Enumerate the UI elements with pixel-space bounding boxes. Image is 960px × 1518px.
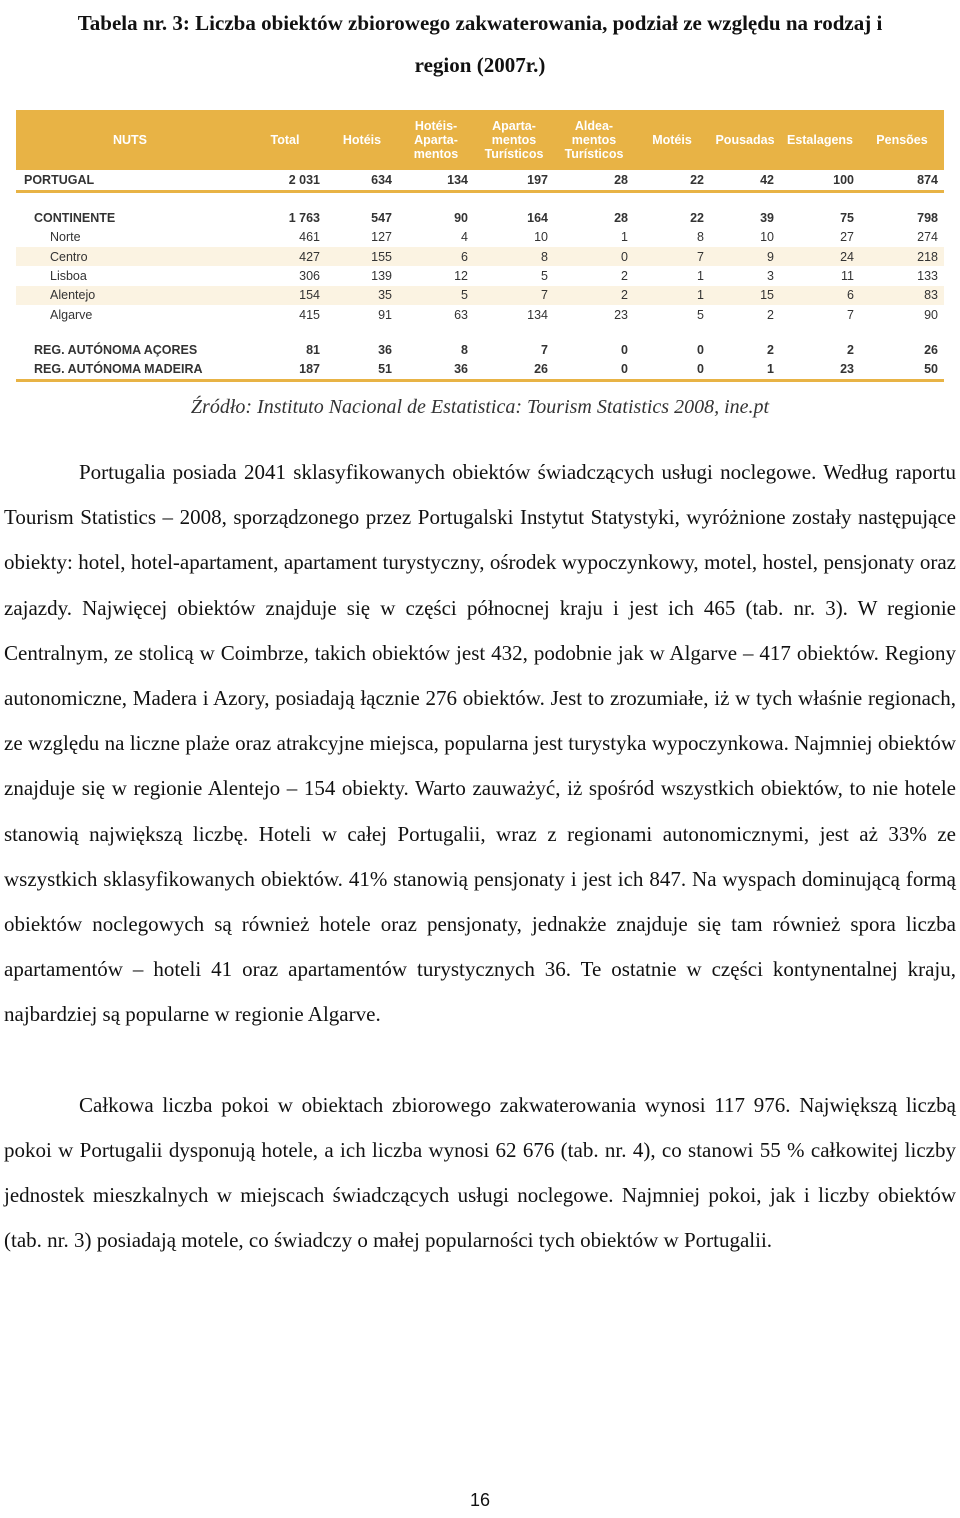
table-cell: 36 bbox=[378, 342, 392, 357]
table-cell: 15 bbox=[710, 286, 780, 305]
header-apartamentos-turisticos: Aparta-mentos Turísticos bbox=[474, 110, 554, 170]
table-cell: 133 bbox=[917, 269, 938, 283]
table-cell: 2 bbox=[847, 342, 854, 357]
table-cell: 154 bbox=[244, 286, 326, 305]
header-total: Total bbox=[244, 110, 326, 170]
table-cell: 0 bbox=[554, 359, 634, 380]
header-nuts: NUTS bbox=[16, 110, 244, 170]
table-cell: 2 bbox=[767, 342, 774, 357]
table-cell: 1 bbox=[697, 269, 704, 283]
table-cell: 0 bbox=[621, 342, 628, 357]
page-number: 16 bbox=[469, 1490, 491, 1510]
table-cell: 547 bbox=[371, 210, 392, 225]
table-cell: 3 bbox=[767, 269, 774, 283]
table-cell: 50 bbox=[860, 359, 944, 380]
table-cell: 23 bbox=[614, 307, 628, 322]
table-cell: 81 bbox=[306, 342, 320, 357]
region-name: Lisboa bbox=[50, 269, 87, 283]
table-cell: 2 bbox=[767, 307, 774, 322]
table-cell: 83 bbox=[860, 286, 944, 305]
table-cell: 2 bbox=[554, 286, 634, 305]
table-cell: 874 bbox=[860, 170, 944, 191]
header-moteis: Motéis bbox=[634, 110, 710, 170]
table-caption bbox=[0, 2, 960, 86]
table-cell: 26 bbox=[474, 359, 554, 380]
table-cell: 11 bbox=[841, 269, 854, 283]
table-cell: 90 bbox=[924, 307, 938, 322]
table-cell: 9 bbox=[710, 247, 780, 266]
table-cell: 27 bbox=[840, 230, 854, 245]
table-cell: 8 bbox=[697, 230, 704, 245]
table-cell: 134 bbox=[398, 170, 474, 191]
table-cell: 12 bbox=[454, 269, 468, 283]
region-name: Alentejo bbox=[16, 286, 244, 305]
table-cell: 187 bbox=[244, 359, 326, 380]
table-cell: 274 bbox=[917, 230, 938, 245]
table-cell: 634 bbox=[326, 170, 398, 191]
table-row bbox=[16, 340, 944, 359]
table-cell: 10 bbox=[534, 230, 548, 245]
spacer-cell bbox=[16, 191, 944, 208]
table-cell: 5 bbox=[697, 307, 704, 322]
table-cell: 36 bbox=[398, 359, 474, 380]
table-row bbox=[16, 227, 944, 246]
table-cell: 197 bbox=[474, 170, 554, 191]
table-cell: 5 bbox=[541, 269, 548, 283]
table-cell: 1 bbox=[710, 359, 780, 380]
table-cell: 100 bbox=[780, 170, 860, 191]
table-cell: 6 bbox=[780, 286, 860, 305]
table-cell: 75 bbox=[840, 210, 854, 225]
header-aldeamentos-turisticos: Aldea-mentos Turísticos bbox=[554, 110, 634, 170]
table-cell: 4 bbox=[461, 230, 468, 245]
header-hoteis: Hotéis bbox=[326, 110, 398, 170]
table-cell: 91 bbox=[378, 307, 392, 322]
table-cell: 22 bbox=[690, 210, 704, 225]
table-row bbox=[16, 359, 944, 380]
table-spacer-row bbox=[16, 191, 944, 208]
table-cell: 0 bbox=[697, 342, 704, 357]
table-cell: 63 bbox=[454, 307, 468, 322]
table-cell: 26 bbox=[924, 342, 938, 357]
region-name: CONTINENTE bbox=[34, 210, 116, 225]
spacer-cell bbox=[16, 325, 944, 340]
table-cell: 7 bbox=[847, 307, 854, 322]
source-text: Źródło: Instituto Nacional de Estatistica: Tourism Statistics 2008, ine.pt bbox=[190, 396, 770, 418]
table-cell: 306 bbox=[299, 269, 320, 283]
table-cell: 461 bbox=[299, 230, 320, 245]
table-cell: 798 bbox=[917, 210, 938, 225]
caption-line-1: Tabela nr. 3: Liczba obiektów zbiorowego zakwaterowania, podział ze względu na rodzaj i bbox=[77, 11, 883, 35]
table-row bbox=[16, 305, 944, 324]
table-cell: 90 bbox=[454, 210, 468, 225]
table-cell: 51 bbox=[326, 359, 398, 380]
table-cell: 24 bbox=[780, 247, 860, 266]
region-name: Algarve bbox=[50, 307, 93, 322]
region-name: REG. AUTÓNOMA MADEIRA bbox=[16, 359, 244, 380]
table-cell: 8 bbox=[474, 247, 554, 266]
table-row bbox=[16, 170, 944, 191]
header-estalagens: Estalagens bbox=[780, 110, 860, 170]
table-cell: 1 763 bbox=[288, 210, 320, 225]
region-name: REG. AUTÓNOMA AÇORES bbox=[34, 342, 198, 357]
accommodation-table bbox=[16, 110, 944, 382]
header-pensoes: Pensões bbox=[860, 110, 944, 170]
table-cell: 8 bbox=[461, 342, 468, 357]
table-cell: 7 bbox=[541, 342, 548, 357]
table-cell: 134 bbox=[527, 307, 548, 322]
table-cell: 7 bbox=[474, 286, 554, 305]
table-cell: 427 bbox=[244, 247, 326, 266]
body-text bbox=[4, 450, 956, 1263]
table-cell: 127 bbox=[371, 230, 392, 245]
table-cell: 164 bbox=[527, 210, 548, 225]
table-cell: 5 bbox=[398, 286, 474, 305]
region-name: Centro bbox=[16, 247, 244, 266]
header-hoteis-apartamentos: Hotéis-Aparta-mentos bbox=[398, 110, 474, 170]
table-cell: 0 bbox=[634, 359, 710, 380]
table-cell: 39 bbox=[760, 210, 774, 225]
table-cell: 10 bbox=[760, 230, 774, 245]
paragraph-1: Portugalia posiada 2041 sklasyfikowanych obiektów świadczących usługi noclegowe. Według raportu Tourism Statistics – 2008, sporządzonego przez Portugalski Instytut Statystyki, wyróżnione zostały następujące obiekty: hotel, hotel-apartament, apartament turystyczny, ośrodek wypoczynkowy, motel, hostel, pensjonaty oraz zajazdy. Najwięcej obiektów znajduje się w części północnej kraju i jest ich 465 (tab. nr. 3). W regionie Centralnym, ze stolicą w Coimbrze, takich obiektów jest 432, podobnie jak w Algarve – 417 obiektów. Regiony autonomiczne, Madera i Azory, posiadają łącznie 276 obiektów. Jest to zrozumiałe, iż w tych właśnie regionach, ze względu na liczne plaże oraz atrakcyjne miejsca, popularna jest turystyka wypoczynkowa. Najmniej obiektów znajduje się w regionie Alentejo – 154 obiekty. Warto zauważyć, iż spośród wszystkich obiektów, to nie hotele stanowią największą liczbę. Hoteli w całej Portugalii, wraz z regionami autonomicznymi, jest aż 33% ze wszystkich sklasyfikowanych obiektów. 41% stanowią pensjonaty i jest ich 847. Na wyspach dominującą formą obiektów noclegowych są również hotele oraz pensjonaty, jednakże znajduje się tam również spora liczba apartamentów – hoteli 41 oraz apartamentów turystycznych 36. Te ostatnie w części kontynentalnej kraju, najbardziej są popularne w regionie Algarve. bbox=[4, 460, 956, 1027]
table-cell: 1 bbox=[621, 230, 628, 245]
table-cell: 218 bbox=[860, 247, 944, 266]
table-spacer-row bbox=[16, 325, 944, 340]
table-row bbox=[16, 286, 944, 305]
table-cell: 6 bbox=[398, 247, 474, 266]
table-cell: 22 bbox=[634, 170, 710, 191]
header-pousadas: Pousadas bbox=[710, 110, 780, 170]
table-cell: 2 bbox=[621, 269, 628, 283]
region-name: Norte bbox=[50, 230, 81, 245]
region-name: PORTUGAL bbox=[16, 170, 244, 191]
table-source bbox=[0, 392, 960, 422]
caption-line-2: region (2007r.) bbox=[414, 53, 546, 77]
paragraph-2: Całkowa liczba pokoi w obiektach zbiorowego zakwaterowania wynosi 117 976. Największą liczbą pokoi w Portugalii dysponują hotele, a ich liczba wynosi 62 676 (tab. nr. 4), co stanowi 55 % całkowitej liczby jednostek mieszkalnych w miejscach świadczących usługi noclegowe. Najmniej pokoi, jak i liczby obiektów (tab. nr. 3) posiadają motele, co świadczy o małej popularności tych obiektów w Portugalii. bbox=[4, 1092, 956, 1253]
table-cell: 139 bbox=[371, 269, 392, 283]
table-cell: 1 bbox=[634, 286, 710, 305]
table-row bbox=[16, 266, 944, 285]
table-cell: 2 031 bbox=[244, 170, 326, 191]
table-cell: 415 bbox=[299, 307, 320, 322]
table-cell: 42 bbox=[710, 170, 780, 191]
table-cell: 28 bbox=[554, 170, 634, 191]
table-cell: 23 bbox=[780, 359, 860, 380]
table-row bbox=[16, 247, 944, 266]
table-cell: 155 bbox=[326, 247, 398, 266]
table-cell: 7 bbox=[634, 247, 710, 266]
table-cell: 35 bbox=[326, 286, 398, 305]
table-header-row bbox=[16, 110, 944, 170]
table-cell: 0 bbox=[554, 247, 634, 266]
table-cell: 28 bbox=[614, 210, 628, 225]
table-row bbox=[16, 208, 944, 227]
